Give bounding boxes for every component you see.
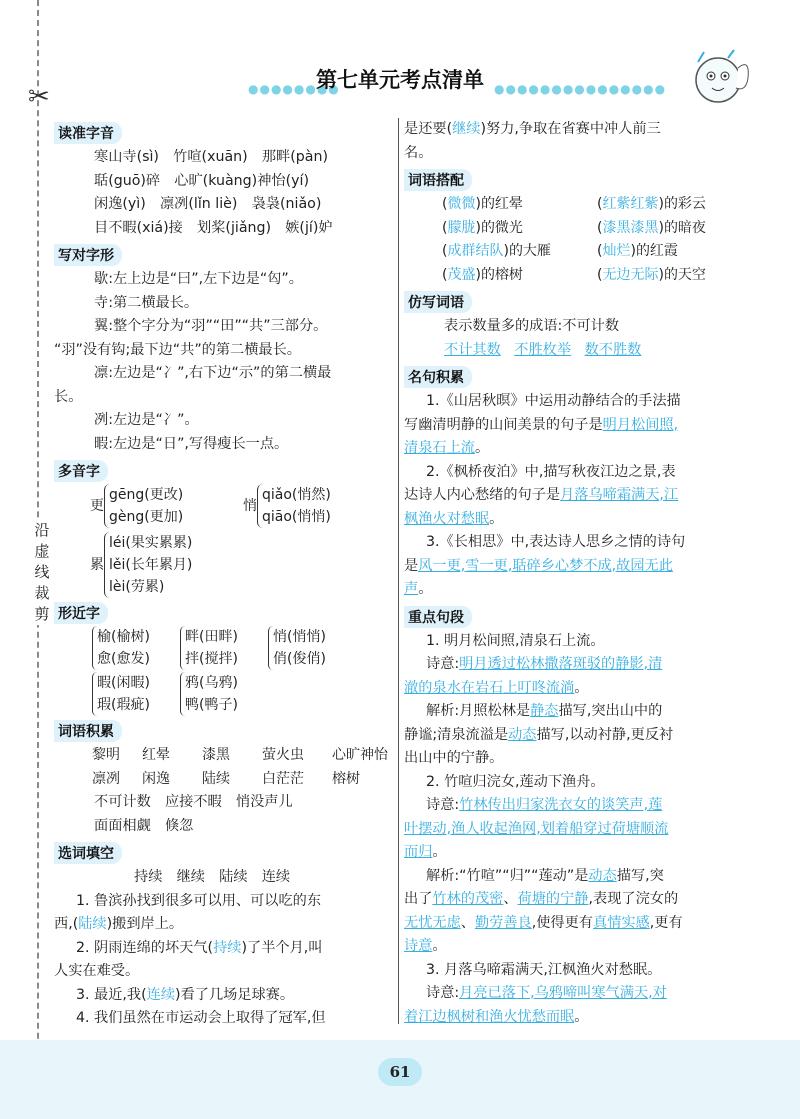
word: 萤火虫 [262,747,304,763]
answer: 不计其数 [444,341,501,358]
text-line: 凛:左边是“冫”,右下边“示”的第二横最 [94,365,332,381]
text-line: 而归。 [404,844,447,860]
similar-char: 拌(搅拌) [185,651,238,667]
section-heading: 仿写词语 [404,291,472,313]
polyphone-lei [90,532,192,598]
word: 凛冽 [92,770,120,787]
pinyin-item: lěi(长年累月) [109,557,193,573]
text-line: 歇:左上边是“曰”,左下边是“匃”。 [94,271,303,287]
column-divider [398,118,399,1024]
text-line: 1.《山居秋暝》中运用动静结合的手法描 [426,393,681,409]
similar-char: 悄(悄悄) [273,629,326,645]
similar-chars-grid [54,626,396,716]
word: 榕树 [332,770,360,787]
verse-line: 1. 明月松间照,清泉石上流。 [426,632,605,649]
text-line: 静谧;清泉流溢是动态描写,以动衬静,更反衬 [404,726,674,743]
text-line: 目不暇(xiá)接 划桨(jiǎng) 嫉(jí)妒 [94,219,333,236]
text-line: 出了竹林的茂密、荷塘的宁静,表现了浣女的 [404,891,679,907]
text-line: 出山中的宁静。 [404,750,504,766]
similar-char: 榆(榆树) [97,629,150,645]
text-line: 冽:左边是“冫”。 [94,412,199,428]
answer: 月亮已落下,乌鸦啼叫寒气满天,对 [459,985,667,1001]
verse-line: 2. 竹喧归浣女,莲动下渔舟。 [426,773,605,790]
mascot-icon [688,48,758,110]
answer: 竹林传出归家洗衣女的谈笑声,莲 [459,797,663,813]
word-row [54,768,396,792]
text-line: 诗意:明月透过松林撒落斑驳的静影,清 [426,656,663,672]
word: 闲逸 [142,770,170,787]
answer: 勤劳善良 [474,914,532,931]
polyphone-char: 悄 [243,498,257,514]
section-heading: 形近字 [54,602,108,624]
answer: 动态 [508,726,537,743]
answer: 诗意 [404,938,433,954]
collocation-item: (无边无际)的天空 [597,266,706,283]
answer: 清泉石上流 [404,440,475,456]
similar-char: 俏(俊俏) [273,651,326,667]
question-line: 西,(陆续)搬到岸上。 [54,916,184,932]
text-line: 写幽清明静的山间美景的句子是明月松间照, [404,416,679,433]
answer: 声 [404,581,419,597]
similar-char: 暇(闲暇) [97,675,150,691]
collocation-item: (漆黑漆黑)的暗夜 [597,219,706,236]
text-line: 翼:整个字分为“羽”“田”“共”三部分。 [94,318,328,334]
answer: 荷塘的宁静 [517,891,589,907]
word: 漆黑 [202,747,230,763]
section-heading: 重点句段 [404,606,472,628]
polyphone-char: 更 [90,498,104,514]
pinyin-item: qiāo(悄悄) [262,509,331,525]
similar-char: 愈(愈发) [97,651,150,667]
text-line: “羽”没有钩;最下边“共”的第二横最长。 [54,341,301,358]
text-line: 清泉石上流。 [404,440,490,456]
verse-line: 3. 月落乌啼霜满天,江枫渔火对愁眠。 [426,961,662,978]
question-line: 2. 阴雨连绵的坏天气(持续)了半个月,叫 [76,939,323,956]
text-line: 寺:第二横最长。 [94,294,199,311]
text-line: 3.《长相思》中,表达诗人思乡之情的诗句 [426,534,686,550]
text-line: 枫渔火对愁眠。 [404,510,504,527]
word-row: 不可计数 应接不暇 悄没声儿 [94,794,293,810]
section-heading: 读准字音 [54,122,122,144]
page-title: 第七单元考点清单 [316,67,484,92]
text-line: 声。 [404,581,433,597]
word: 黎明 [92,747,120,763]
text-line: 着江边枫树和渔火忧愁而眠。 [404,1008,589,1025]
question-line: 人实在难受。 [54,963,140,979]
pinyin-item: léi(果实累累) [109,535,193,551]
text-line: 澈的泉水在岩石上叮咚流淌。 [404,679,589,696]
scissors-icon: ✂ [28,82,50,112]
answer: 明月透过松林撒落斑驳的静影,清 [459,656,663,672]
question-line: 4. 我们虽然在市运动会上取得了冠军,但 [76,1010,326,1026]
answer: 月落乌啼霜满天,江 [560,487,679,503]
polyphone-row [54,484,396,528]
polyphone-row [54,532,396,598]
text-line: 闲逸(yì) 凛冽(lǐn liè) 袅袅(niǎo) [94,196,322,212]
similar-char: 畔(田畔) [185,629,238,645]
section-heading: 词语积累 [54,720,122,742]
cut-instruction: 沿虚线裁剪 [34,521,50,623]
text-line: 诗意:竹林传出归家洗衣女的谈笑声,莲 [426,797,663,813]
word: 红晕 [142,747,170,763]
answer: 无忧无虑 [404,914,461,931]
collocation-item: (红紫红紫)的彩云 [597,196,706,212]
decor-dots-right: ●●●●●●●●●●●●●●● [494,82,667,96]
text-line: 诗意。 [404,938,447,954]
polyphone-geng [90,484,229,528]
answer: 连续 [146,986,176,1003]
section-heading: 写对字形 [54,244,122,266]
polyphone-qiao [243,484,331,528]
section-heading: 选词填空 [54,842,122,864]
pinyin-item: gēng(更改) [109,487,184,503]
text-line: 2.《枫桥夜泊》中,描写秋夜江边之景,表 [426,463,676,480]
question-line: 是还要(继续)努力,争取在省赛中冲人前三 [404,121,661,137]
word-row [54,744,396,768]
collocation-grid [404,193,740,287]
text-line: 是风一更,雪一更,聒碎乡心梦不成,故园无此 [404,557,673,574]
answer: 持续 [213,939,242,956]
section-heading: 词语搭配 [404,169,472,191]
answer: 着江边枫树和渔火忧愁而眠 [404,1008,575,1025]
collocation-item: (微微)的红晕 [442,196,523,212]
answer: 风一更,雪一更,聒碎乡心梦不成,故园无此 [418,557,673,574]
left-column [54,118,396,1031]
section-heading: 名句积累 [404,366,472,388]
text-line: 聒(guō)碎 心旷(kuàng)神怡(yí) [94,172,310,189]
answer: 叶摆动,渔人收起渔网,划着船穿过荷塘顺流 [404,820,669,837]
pinyin-item: lèi(劳累) [109,579,165,595]
word: 陆续 [202,770,230,787]
collocation-item: (朦胧)的微光 [442,219,523,236]
answer: 动态 [588,867,617,884]
answer: 真情实感 [593,914,650,931]
text-line: 达诗人内心愁绪的句子是月落乌啼霜满天,江 [404,487,679,503]
similar-char: 鸦(乌鸦) [185,675,238,691]
word-options: 持续 继续 陆续 连续 [134,869,291,885]
answer: 明月松间照, [602,416,679,433]
right-column [404,118,740,1029]
section-heading: 多音字 [54,460,108,482]
answer: 陆续 [78,916,107,932]
text-line [404,818,740,842]
text-line: 无忧无虑、勤劳善良,使得更有真情实感,更有 [404,914,683,931]
answer-row [404,339,740,363]
question-line: 名。 [404,144,433,161]
word: 白茫茫 [262,770,304,787]
answer: 继续 [452,121,481,137]
polyphone-char: 累 [90,557,104,573]
answer: 不胜枚举 [514,341,572,358]
answer: 竹林的茂密 [432,891,504,907]
question-line: 3. 最近,我(连续)看了几场足球赛。 [76,986,295,1003]
decor-dots-left: ●●●●●●●● [248,82,340,96]
question-line: 1. 鲁滨孙找到很多可以用、可以吃的东 [76,892,322,909]
text-line: 长。 [54,388,83,405]
similar-char: 鸭(鸭子) [185,697,238,713]
similar-char: 瑕(瑕疵) [97,697,150,713]
word: 心旷神怡 [332,747,388,763]
collocation-item: (成群结队)的大雁 [442,243,551,259]
word-row: 面面相觑 倏忽 [94,817,194,834]
collocation-item: (茂盛)的榕树 [442,266,523,283]
text-line: 诗意:月亮已落下,乌鸦啼叫寒气满天,对 [426,985,667,1001]
page-number: 61 [378,1058,422,1086]
collocation-item: (灿烂)的红霞 [597,243,678,259]
text-line: 解析:月照松林是静态描写,突出山中的 [426,703,663,719]
answer: 数不胜数 [584,341,642,358]
pinyin-item: gèng(更加) [109,509,184,525]
answer: 枫渔火对愁眠 [404,510,490,527]
answer: 而归 [404,844,433,860]
text-line: 寒山寺(sì) 竹喧(xuān) 那畔(pàn) [94,149,328,165]
text-line: 表示数量多的成语:不可计数 [444,318,620,334]
answer: 静态 [530,703,559,719]
text-line: 解析:“竹喧”“归”“莲动”是动态描写,突 [426,867,664,884]
answer: 澈的泉水在岩石上叮咚流淌 [404,679,575,696]
pinyin-item: qiǎo(悄然) [262,487,331,503]
text-line: 暇:左边是“日”,写得瘦长一点。 [94,435,289,452]
